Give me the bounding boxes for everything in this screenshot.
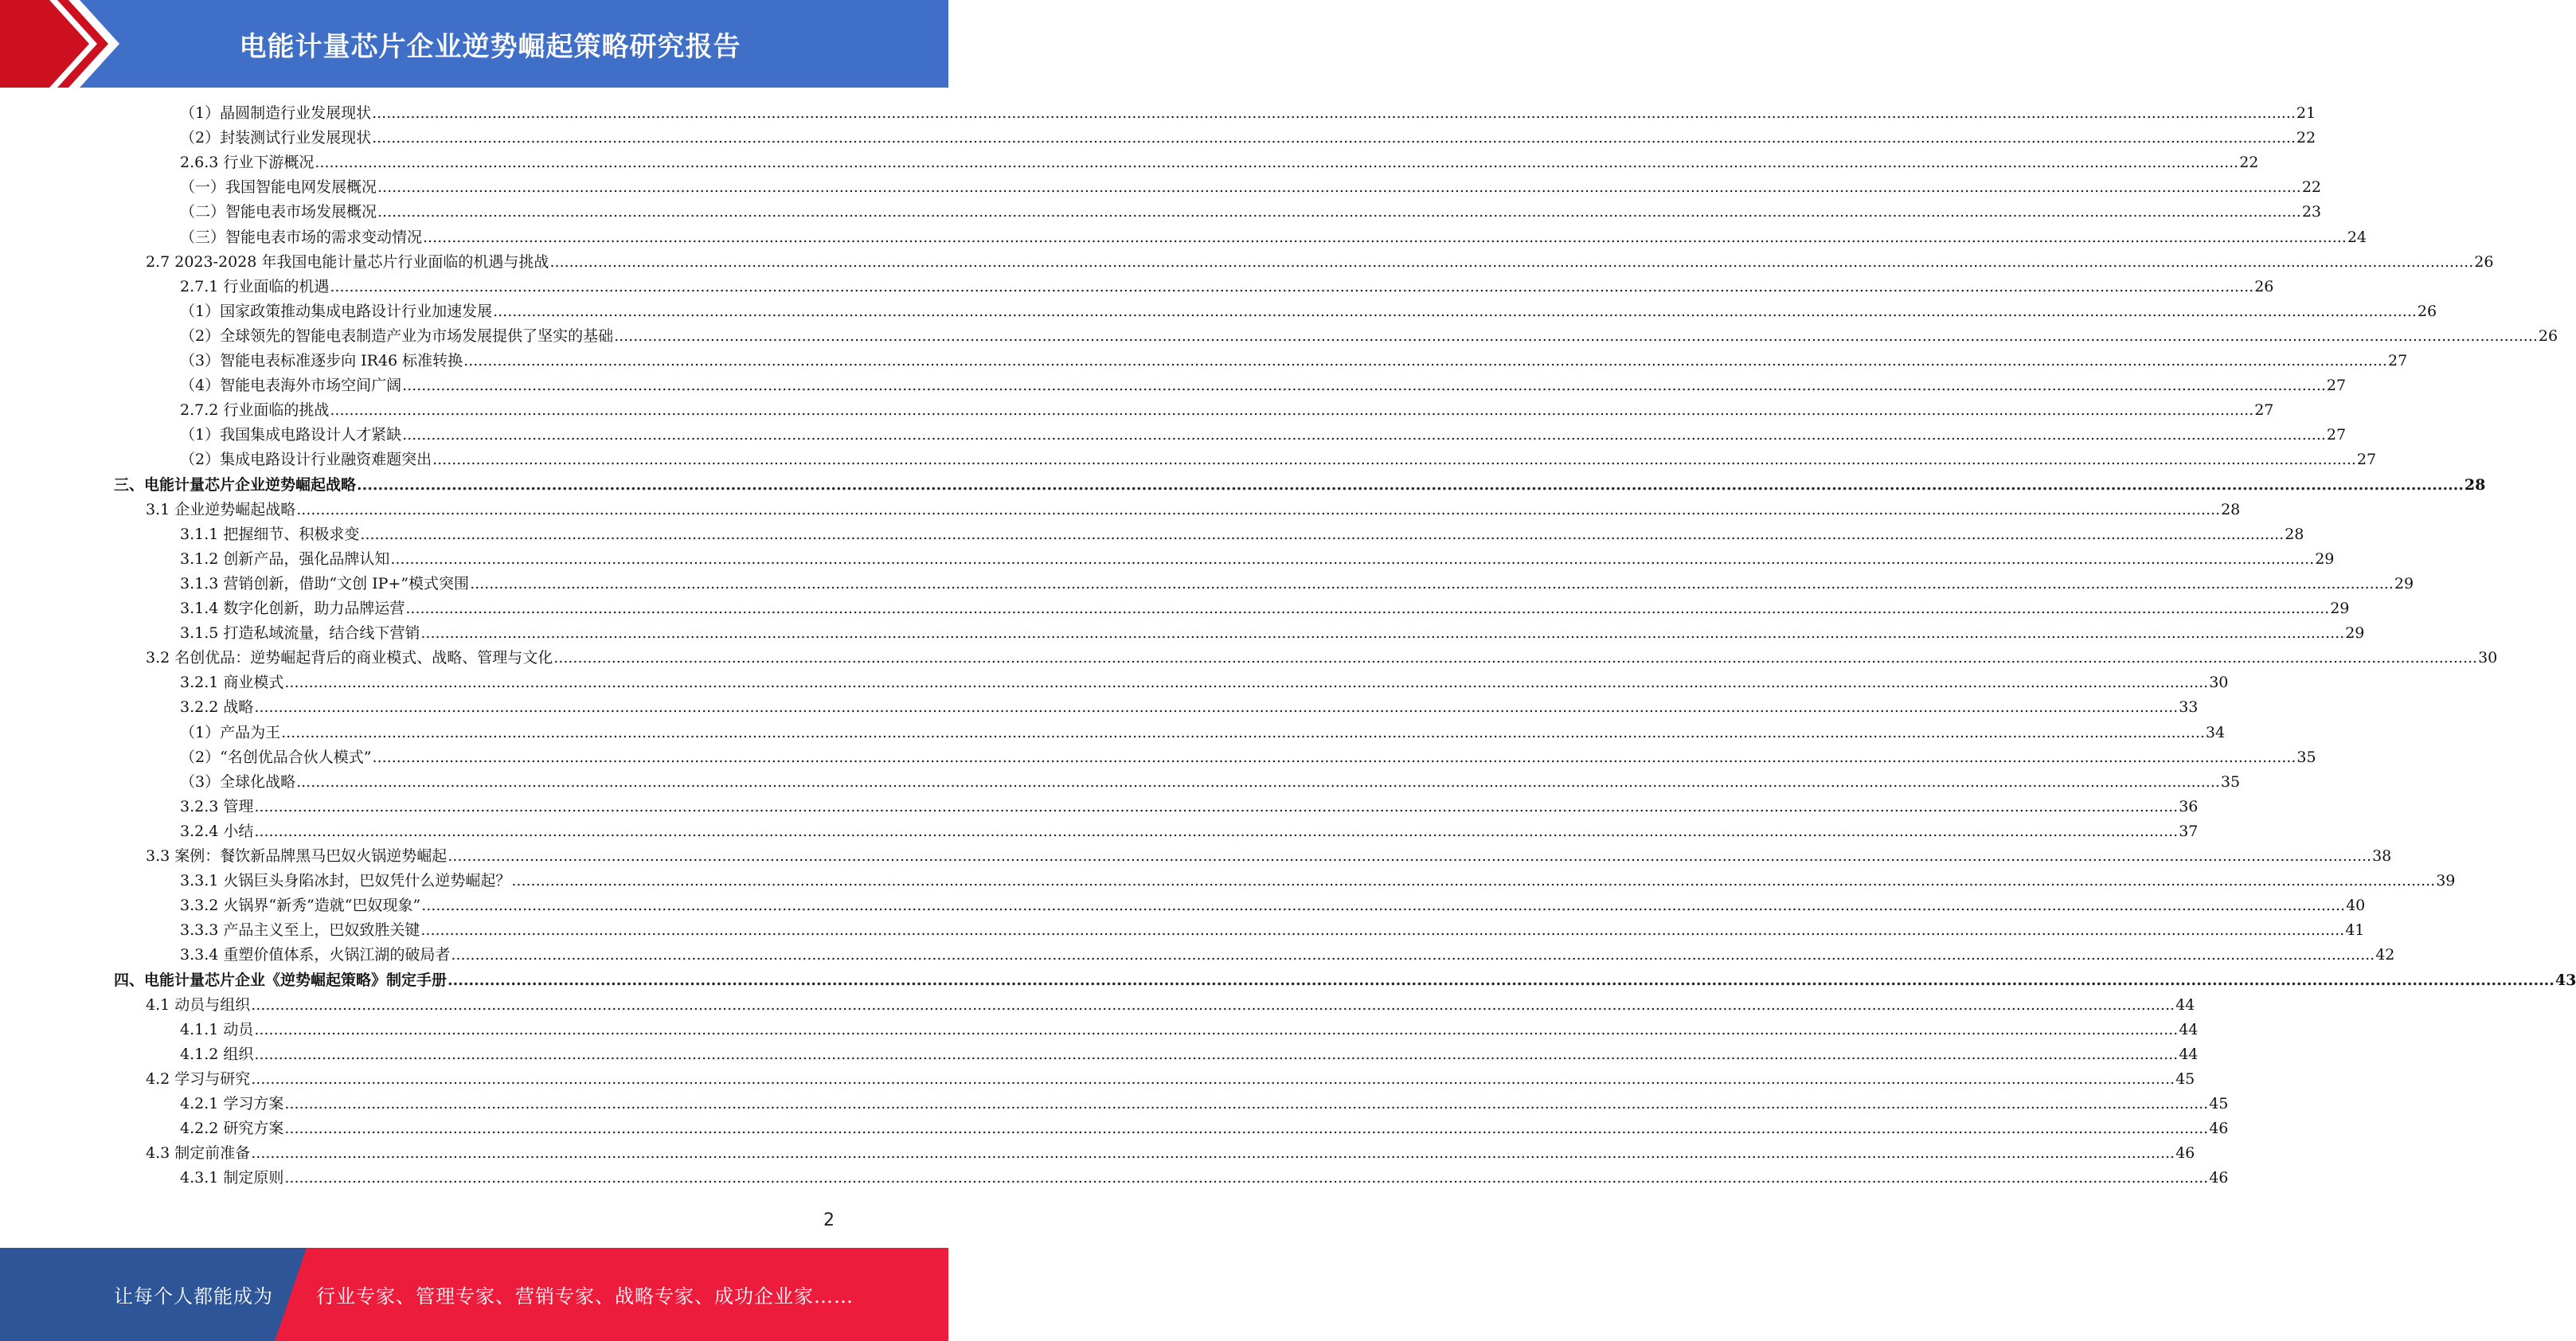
toc-entry-page: 24 <box>2347 228 2367 246</box>
toc-entry-title: （一）我国智能电网发展概况 <box>180 178 377 197</box>
toc-leader-dots: ................................................................................................................................................................................................................................................................................................................................................................................................................ <box>254 822 2179 840</box>
toc-entry-page: 43 <box>2555 971 2576 989</box>
toc-entry-title: 3.2.2 战略 <box>180 698 254 717</box>
toc-entry-title: （1）产品为王 <box>180 723 281 741</box>
toc-entry[interactable] <box>180 745 2316 770</box>
toc-entry-page: 44 <box>2179 1045 2199 1063</box>
toc-entry-title: 3.1.2 创新产品，强化品牌认知 <box>180 549 390 568</box>
toc-leader-dots: ................................................................................................................................................................................................................................................................................................................................................................................................................ <box>357 475 2464 494</box>
toc-entry[interactable] <box>114 473 2486 498</box>
toc-entry-page: 35 <box>2297 748 2316 766</box>
toc-entry-title: 2.7 2023-2028 年我国电能计量芯片行业面临的机遇与挑战 <box>146 252 549 271</box>
toc-entry[interactable] <box>180 275 2274 299</box>
toc-entry[interactable] <box>180 448 2377 472</box>
toc-entry[interactable] <box>180 398 2274 423</box>
toc-entry[interactable] <box>180 721 2226 745</box>
toc-leader-dots: ................................................................................................................................................................................................................................................................................................................................................................................................................ <box>360 525 2285 543</box>
toc-entry-title: 2.6.3 行业下游概况 <box>180 154 315 172</box>
toc-entry-title: 3.3.1 火锅巨头身陷冰封，巴奴凭什么逆势崛起？ <box>180 872 511 890</box>
toc-entry[interactable] <box>180 795 2199 819</box>
toc-entry[interactable] <box>180 918 2365 943</box>
toc-entry[interactable] <box>180 596 2350 621</box>
toc-entry-title: 3.3.3 产品主义至上，巴奴致胜关键 <box>180 921 420 940</box>
toc-entry-title: 3.1.5 打造私域流量，结合线下营销 <box>180 624 420 643</box>
toc-entry-page: 46 <box>2209 1120 2229 1138</box>
toc-entry[interactable] <box>180 522 2304 547</box>
toc-entry[interactable] <box>180 621 2365 646</box>
toc-entry-title: 3.2.4 小结 <box>180 822 254 840</box>
toc-leader-dots: ................................................................................................................................................................................................................................................................................................................................................................................................................ <box>405 600 2330 617</box>
toc-entry-title: （2）封装测试行业发展现状 <box>180 129 372 147</box>
toc-entry[interactable] <box>180 869 2456 893</box>
toc-entry[interactable] <box>114 968 2576 993</box>
toc-entry-title: 3.2 名创优品：逆势崛起背后的商业模式、战略、管理与文化 <box>146 649 553 667</box>
toc-entry-page: 27 <box>2356 451 2377 469</box>
toc-leader-dots: ................................................................................................................................................................................................................................................................................................................................................................................................................ <box>402 426 2326 444</box>
toc-entry-page: 36 <box>2179 797 2199 815</box>
page-number: 2 <box>823 1210 835 1230</box>
toc-entry-title: （2）“名创优品合伙人模式” <box>180 748 372 766</box>
toc-entry-page: 22 <box>2239 154 2259 172</box>
toc-leader-dots: ................................................................................................................................................................................................................................................................................................................................................................................................................ <box>402 377 2326 395</box>
toc-leader-dots: ................................................................................................................................................................................................................................................................................................................................................................................................................ <box>330 277 2254 295</box>
toc-entry-page: 27 <box>2254 401 2274 420</box>
toc-entry[interactable] <box>180 670 2229 695</box>
toc-entry-title: 3.1.1 把握细节、积极求变 <box>180 525 360 543</box>
toc-leader-dots: ................................................................................................................................................................................................................................................................................................................................................................................................................ <box>493 302 2417 320</box>
toc-entry-title: 4.3 制定前准备 <box>146 1144 251 1163</box>
toc-leader-dots: ................................................................................................................................................................................................................................................................................................................................................................................................................ <box>284 674 2209 692</box>
toc-entry[interactable] <box>180 819 2199 844</box>
toc-entry-page: 35 <box>2220 772 2241 791</box>
toc-entry-title: 3.3 案例：餐饮新品牌黑马巴奴火锅逆势崛起 <box>146 847 448 865</box>
toc-entry-page: 30 <box>2209 674 2229 692</box>
toc-leader-dots: ................................................................................................................................................................................................................................................................................................................................................................................................................ <box>254 1045 2179 1063</box>
toc-entry-title: （3）全球化战略 <box>180 772 296 791</box>
toc-leader-dots: ................................................................................................................................................................................................................................................................................................................................................................................................................ <box>372 104 2296 122</box>
toc-entry-page: 29 <box>2345 624 2365 643</box>
toc-leader-dots: ................................................................................................................................................................................................................................................................................................................................................................................................................ <box>451 946 2375 964</box>
footer-slogan-left: 让每个人都能成为 <box>114 1285 273 1308</box>
toc-leader-dots: ................................................................................................................................................................................................................................................................................................................................................................................................................ <box>390 549 2315 568</box>
toc-leader-dots: ................................................................................................................................................................................................................................................................................................................................................................................................................ <box>448 971 2555 989</box>
toc-entry[interactable] <box>146 993 2195 1018</box>
toc-entry[interactable] <box>180 423 2347 448</box>
header-arrow-icon <box>0 0 127 88</box>
toc-entry-title: 3.1 企业逆势崛起战略 <box>146 500 296 518</box>
toc-entry-page: 30 <box>2478 649 2498 667</box>
toc-entry-title: 3.1.4 数字化创新，助力品牌运营 <box>180 600 405 617</box>
report-title: 电能计量芯片企业逆势崛起策略研究报告 <box>239 30 741 63</box>
toc-entry-page: 38 <box>2372 847 2392 865</box>
toc-leader-dots: ................................................................................................................................................................................................................................................................................................................................................................................................................ <box>284 1095 2209 1112</box>
page-header <box>0 0 948 88</box>
toc-entry-title: 4.2.1 学习方案 <box>180 1095 284 1112</box>
toc-entry[interactable] <box>180 349 2408 373</box>
toc-entry-title: （二）智能电表市场发展概况 <box>180 203 377 221</box>
toc-leader-dots: ................................................................................................................................................................................................................................................................................................................................................................................................................ <box>296 772 2220 791</box>
toc-leader-dots: ................................................................................................................................................................................................................................................................................................................................................................................................................ <box>377 178 2301 197</box>
toc-entry-page: 45 <box>2175 1069 2195 1088</box>
toc-entry[interactable] <box>180 695 2199 720</box>
toc-entry-title: （1）我国集成电路设计人才紧缺 <box>180 426 402 444</box>
toc-entry-title: 4.2 学习与研究 <box>146 1069 251 1088</box>
toc-entry[interactable] <box>180 943 2395 968</box>
toc-entry[interactable] <box>146 844 2392 869</box>
toc-leader-dots: ................................................................................................................................................................................................................................................................................................................................................................................................................ <box>254 797 2179 815</box>
toc-leader-dots: ................................................................................................................................................................................................................................................................................................................................................................................................................ <box>423 228 2347 246</box>
toc-entry-page: 27 <box>2326 377 2347 395</box>
toc-entry-page: 44 <box>2175 995 2195 1014</box>
toc-entry[interactable] <box>180 299 2437 324</box>
toc-leader-dots: ................................................................................................................................................................................................................................................................................................................................................................................................................ <box>420 624 2345 643</box>
toc-entry-page: 41 <box>2345 921 2365 940</box>
toc-entry-page: 33 <box>2179 698 2199 717</box>
toc-entry[interactable] <box>180 547 2335 572</box>
toc-leader-dots: ................................................................................................................................................................................................................................................................................................................................................................................................................ <box>372 748 2297 766</box>
toc-entry-page: 27 <box>2387 352 2408 369</box>
toc-entry-title: 3.3.4 重塑价值体系，火锅江湖的破局者 <box>180 946 451 964</box>
toc-entry[interactable] <box>180 324 2558 349</box>
toc-leader-dots: ................................................................................................................................................................................................................................................................................................................................................................................................................ <box>254 698 2179 717</box>
toc-entry-page: 29 <box>2315 549 2335 568</box>
toc-entry[interactable] <box>180 1116 2229 1141</box>
toc-leader-dots: ................................................................................................................................................................................................................................................................................................................................................................................................................ <box>315 154 2239 172</box>
toc-leader-dots: ................................................................................................................................................................................................................................................................................................................................................................................................................ <box>511 872 2436 890</box>
toc-entry[interactable] <box>180 770 2241 795</box>
toc-entry-page: 21 <box>2296 104 2316 122</box>
toc-entry-page: 26 <box>2254 277 2274 295</box>
toc-entry-title: 4.1.2 组织 <box>180 1045 254 1063</box>
toc-entry[interactable] <box>180 151 2259 175</box>
toc-entry[interactable] <box>180 893 2366 918</box>
toc-entry-page: 39 <box>2436 872 2456 890</box>
toc-entry-page: 37 <box>2179 822 2199 840</box>
toc-entry-title: （2）集成电路设计行业融资难题突出 <box>180 451 432 469</box>
toc-entry-title: （2）全球领先的智能电表制造产业为市场发展提供了坚实的基础 <box>180 326 614 345</box>
toc-entry[interactable] <box>146 646 2498 670</box>
toc-leader-dots: ................................................................................................................................................................................................................................................................................................................................................................................................................ <box>251 1069 2175 1088</box>
toc-entry-title: 4.2.2 研究方案 <box>180 1120 284 1138</box>
toc-entry-title: 3.2.3 管理 <box>180 797 254 815</box>
toc-leader-dots: ................................................................................................................................................................................................................................................................................................................................................................................................................ <box>432 451 2356 469</box>
toc-entry-page: 28 <box>2464 475 2486 494</box>
toc-entry-page: 46 <box>2209 1169 2229 1187</box>
toc-entry-page: 29 <box>2330 600 2350 617</box>
toc-entry[interactable] <box>180 225 2367 250</box>
toc-entry-page: 22 <box>2301 178 2322 197</box>
toc-entry-page: 23 <box>2301 203 2322 221</box>
toc-leader-dots: ................................................................................................................................................................................................................................................................................................................................................................................................................ <box>251 1144 2175 1163</box>
toc-leader-dots: ................................................................................................................................................................................................................................................................................................................................................................................................................ <box>251 995 2175 1014</box>
toc-entry-title: 2.7.1 行业面临的机遇 <box>180 277 330 295</box>
toc-entry-title: 4.1.1 动员 <box>180 1020 254 1038</box>
toc-leader-dots: ................................................................................................................................................................................................................................................................................................................................................................................................................ <box>448 847 2372 865</box>
toc-leader-dots: ................................................................................................................................................................................................................................................................................................................................................................................................................ <box>281 723 2205 741</box>
toc-entry[interactable] <box>180 200 2322 225</box>
toc-entry-page: 45 <box>2209 1095 2229 1112</box>
toc-entry-page: 28 <box>2285 525 2304 543</box>
toc-entry[interactable] <box>180 101 2316 126</box>
toc-entry-title: 4.3.1 制定原则 <box>180 1169 284 1187</box>
toc-leader-dots: ................................................................................................................................................................................................................................................................................................................................................................................................................ <box>254 1020 2179 1038</box>
toc-entry-title: 四、电能计量芯片企业《逆势崛起策略》制定手册 <box>114 971 448 989</box>
toc-entry[interactable] <box>146 250 2494 275</box>
toc-leader-dots: ................................................................................................................................................................................................................................................................................................................................................................................................................ <box>549 252 2474 271</box>
toc-entry-page: 26 <box>2417 302 2437 320</box>
toc-entry[interactable] <box>180 175 2322 200</box>
toc-leader-dots: ................................................................................................................................................................................................................................................................................................................................................................................................................ <box>420 921 2345 940</box>
toc-entry-title: （1）国家政策推动集成电路设计行业加速发展 <box>180 302 493 320</box>
toc-entry-title: （3）智能电表标准逐步向 IR46 标准转换 <box>180 352 463 369</box>
toc-entry-title: 3.1.3 营销创新，借助“文创 IP+”模式突围 <box>180 574 470 592</box>
toc-entry-title: 3.3.2 火锅界“新秀”造就“巴奴现象” <box>180 897 421 915</box>
toc-entry[interactable] <box>180 1042 2199 1067</box>
toc-leader-dots: ................................................................................................................................................................................................................................................................................................................................................................................................................ <box>553 649 2478 667</box>
toc-entry[interactable] <box>180 126 2316 151</box>
toc-entry-title: （三）智能电表市场的需求变动情况 <box>180 228 423 246</box>
toc-entry-title: （4）智能电表海外市场空间广阔 <box>180 377 402 395</box>
toc-entry[interactable] <box>180 1018 2199 1042</box>
toc-entry-title: 三、电能计量芯片企业逆势崛起战略 <box>114 475 357 494</box>
toc-entry-page: 27 <box>2326 426 2347 444</box>
toc-entry[interactable] <box>180 572 2414 596</box>
toc-entry-page: 29 <box>2394 574 2414 592</box>
toc-entry-page: 42 <box>2375 946 2395 964</box>
toc-entry[interactable] <box>180 1092 2229 1116</box>
toc-leader-dots: ................................................................................................................................................................................................................................................................................................................................................................................................................ <box>296 500 2221 518</box>
page-footer <box>0 1248 948 1341</box>
toc-entry-title: （1）晶圆制造行业发展现状 <box>180 104 372 122</box>
toc-entry[interactable] <box>146 498 2241 522</box>
toc-leader-dots: ................................................................................................................................................................................................................................................................................................................................................................................................................ <box>330 401 2254 420</box>
toc-entry-page: 26 <box>2538 326 2558 345</box>
toc-entry[interactable] <box>146 1067 2195 1092</box>
toc-entry-page: 22 <box>2296 129 2316 147</box>
toc-leader-dots: ................................................................................................................................................................................................................................................................................................................................................................................................................ <box>470 574 2394 592</box>
toc-entry[interactable] <box>180 373 2347 398</box>
toc-leader-dots: ................................................................................................................................................................................................................................................................................................................................................................................................................ <box>284 1169 2209 1187</box>
toc-entry-page: 34 <box>2205 723 2226 741</box>
toc-entry-page: 26 <box>2474 252 2494 271</box>
toc-entry-title: 4.1 动员与组织 <box>146 995 251 1014</box>
toc-entry-title: 2.7.2 行业面临的挑战 <box>180 401 330 420</box>
toc-entry-page: 28 <box>2221 500 2241 518</box>
toc-entry[interactable] <box>180 1166 2229 1190</box>
toc-leader-dots: ................................................................................................................................................................................................................................................................................................................................................................................................................ <box>614 326 2538 345</box>
toc-leader-dots: ................................................................................................................................................................................................................................................................................................................................................................................................................ <box>372 129 2296 147</box>
toc-entry-page: 44 <box>2179 1020 2199 1038</box>
footer-slogan-right: 行业专家、管理专家、营销专家、战略专家、成功企业家…… <box>316 1285 854 1308</box>
toc-leader-dots: ................................................................................................................................................................................................................................................................................................................................................................................................................ <box>463 352 2387 369</box>
toc-leader-dots: ................................................................................................................................................................................................................................................................................................................................................................................................................ <box>377 203 2301 221</box>
toc-entry-page: 40 <box>2346 897 2366 915</box>
toc-entry-page: 46 <box>2175 1144 2195 1163</box>
toc-leader-dots: ................................................................................................................................................................................................................................................................................................................................................................................................................ <box>421 897 2346 915</box>
toc-entry-title: 3.2.1 商业模式 <box>180 674 284 692</box>
toc-leader-dots: ................................................................................................................................................................................................................................................................................................................................................................................................................ <box>284 1120 2209 1138</box>
toc-entry[interactable] <box>146 1141 2195 1166</box>
